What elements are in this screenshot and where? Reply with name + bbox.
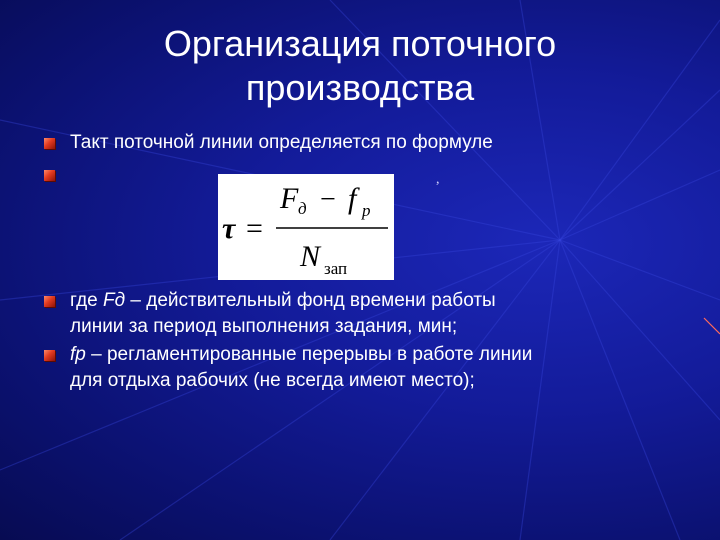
- formula-minus: −: [320, 184, 336, 215]
- formula-image: [218, 174, 394, 280]
- formula-trailing-comma: ,: [436, 172, 440, 187]
- formula-N: N: [300, 240, 321, 273]
- formula-f: f: [348, 182, 357, 215]
- bullet-3-rest: – действительный фонд времени работы: [125, 290, 496, 311]
- bullet-4-variable: fр: [70, 344, 86, 365]
- formula-F: F: [280, 182, 299, 215]
- bullet-square-icon: [44, 350, 55, 361]
- bullet-text-1: Такт поточной линии определяется по формуле: [70, 132, 493, 153]
- bullet-3-variable: Fд: [103, 290, 126, 311]
- title-line-2: производства: [245, 67, 475, 108]
- bullet-4-line2: для отдыха рабочих (не всегда имеют место);: [70, 370, 475, 391]
- slide-title: [0, 22, 720, 110]
- bullet-4-rest: – регламентированные перерывы в работе линии: [85, 344, 533, 365]
- title-line-1: Организация поточного: [163, 23, 557, 64]
- bullet-square-icon: [44, 296, 55, 307]
- bullet-text-4: [70, 342, 532, 394]
- bullet-text-3: [70, 288, 496, 340]
- formula-equals: =: [246, 212, 263, 245]
- edge-accent-line: [704, 318, 720, 334]
- bullet-3-line2: линии за период выполнения задания, мин;: [70, 316, 458, 337]
- bullet-square-icon: [44, 138, 55, 149]
- formula-svg: [218, 174, 394, 280]
- bullet-square-icon: [44, 170, 55, 181]
- formula-tau: τ: [222, 212, 236, 245]
- formula-f-sub: р: [362, 201, 371, 220]
- formula-F-sub: д: [298, 199, 307, 218]
- bullet-3-prefix: где: [70, 290, 104, 311]
- formula-N-sub: зап: [324, 259, 348, 278]
